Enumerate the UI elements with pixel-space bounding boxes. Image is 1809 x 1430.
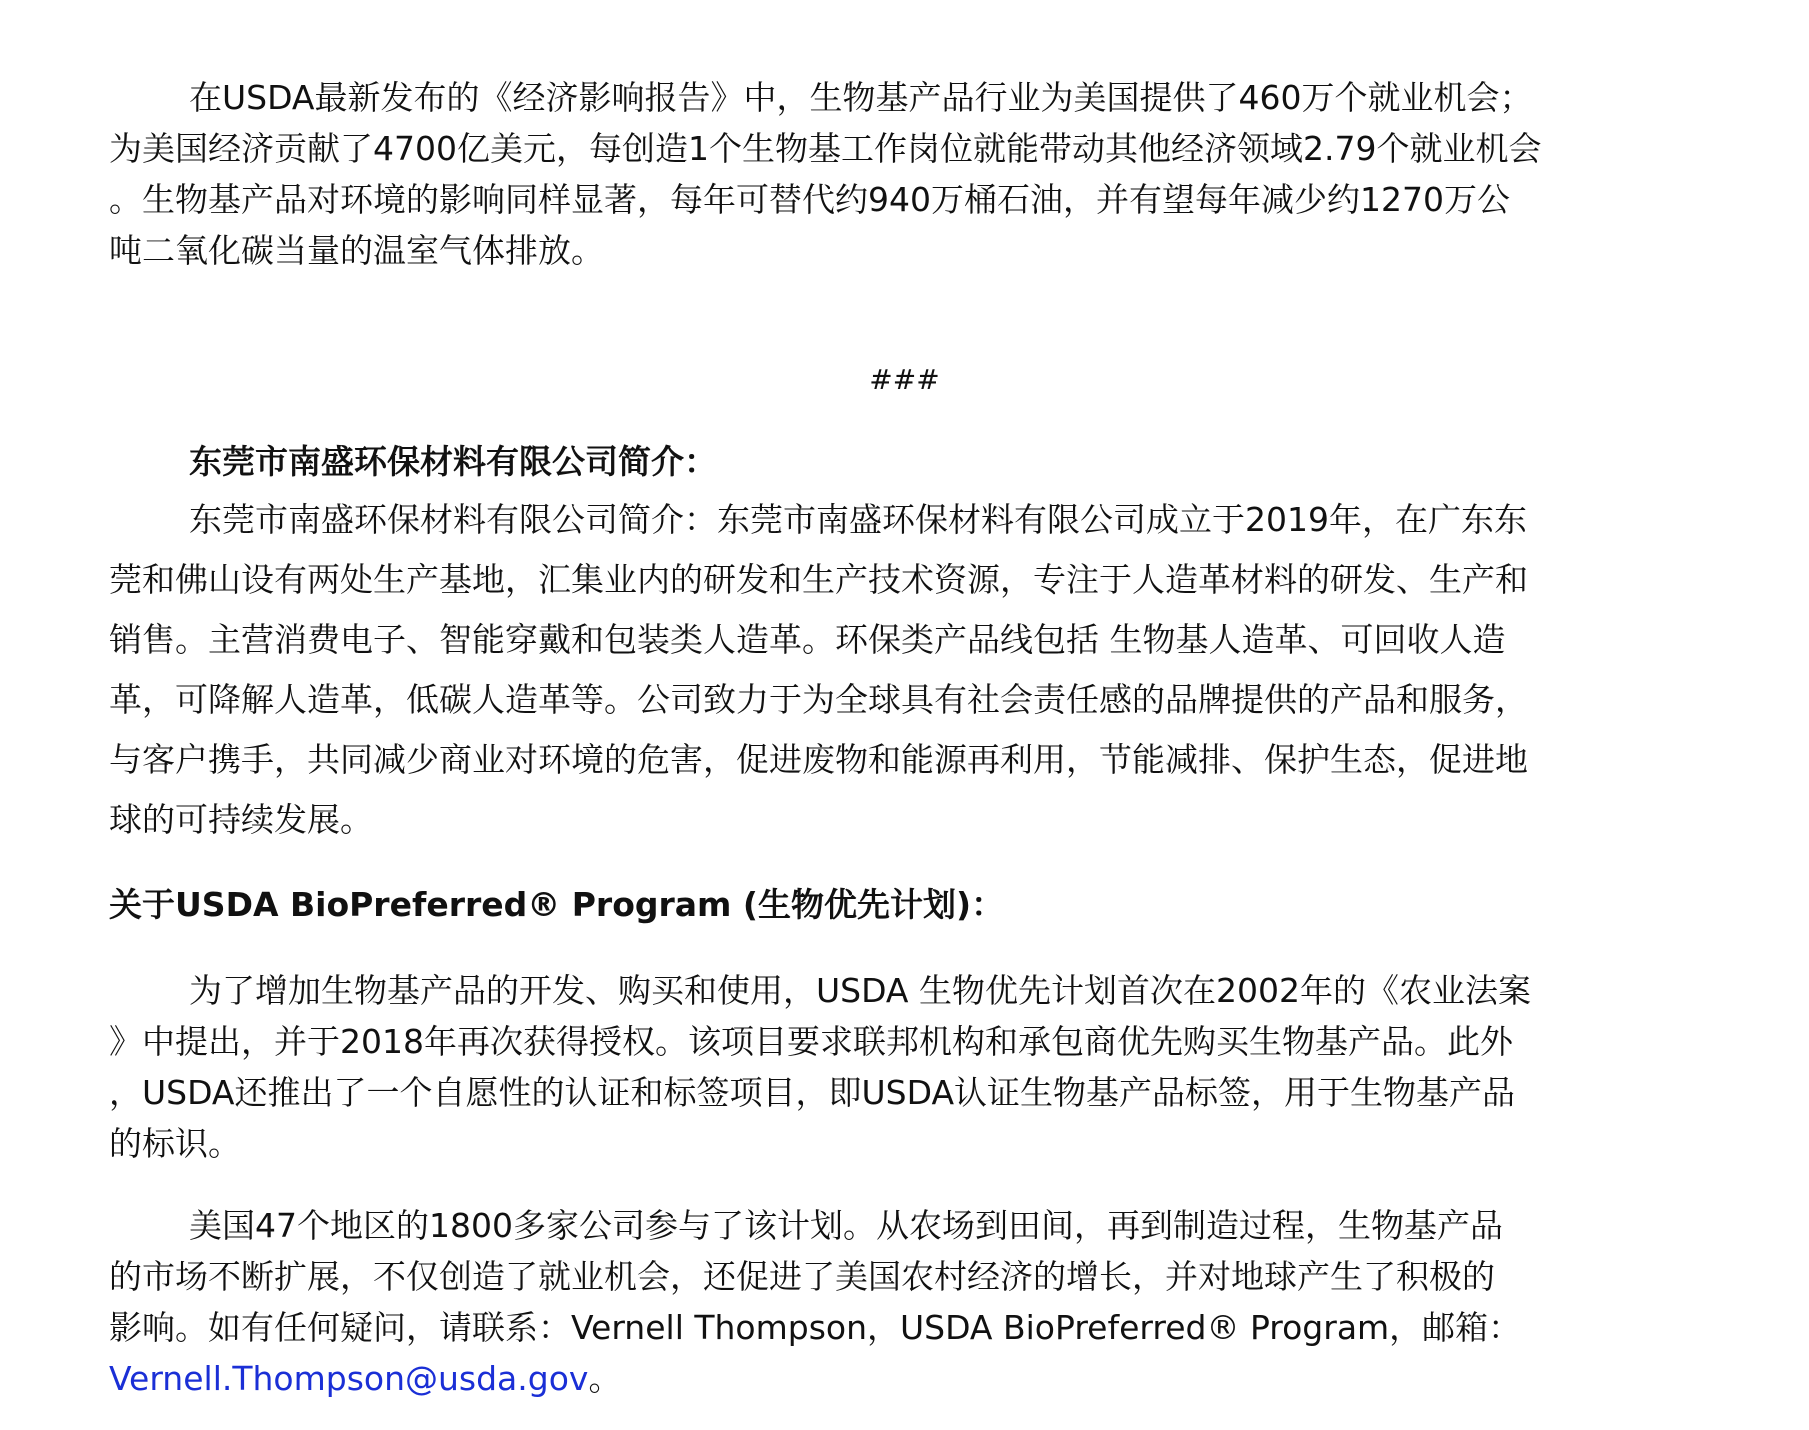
impact-paragraph [109,72,1699,276]
email-link[interactable]: Vernell.Thompson@usda.gov [109,1359,589,1398]
paragraph-line: 吨二氧化碳当量的温室气体排放。 [109,231,604,270]
paragraph-line: 在USDA最新发布的《经济影响报告》中，生物基产品行业为美国提供了460万个就业机会； [189,78,1533,117]
company-heading: 东莞市南盛环保材料有限公司简介： [189,442,717,481]
program-heading: 关于USDA BioPreferred® Program (生物优先计划)： [109,885,1005,924]
email-line [109,1353,1699,1404]
paragraph-line: 影响。如有任何疑问，请联系：Vernell Thompson，USDA BioPreferred® Program，邮箱： [109,1308,1522,1347]
paragraph-line: 美国47个地区的1800多家公司参与了该计划。从农场到田间，再到制造过程，生物基产品 [189,1206,1503,1245]
paragraph-line: 。生物基产品对环境的影响同样显著，每年可替代约940万桶石油，并有望每年减少约1270万公 [109,180,1510,219]
paragraph-line: 为了增加生物基产品的开发、购买和使用，USDA 生物优先计划首次在2002年的《农业法案 [189,971,1531,1010]
paragraph-line: 的标识。 [109,1124,241,1163]
paragraph-line: ，USDA还推出了一个自愿性的认证和标签项目，即USDA认证生物基产品标签，用于生物基产品 [109,1073,1516,1112]
program-heading-block [109,880,1699,930]
paragraph-line: 的市场不断扩展，不仅创造了就业机会，还促进了美国农村经济的增长，并对地球产生了积极的 [109,1257,1495,1296]
paragraph-line: 东莞市南盛环保材料有限公司简介：东莞市南盛环保材料有限公司成立于2019年，在广东东 [189,500,1527,539]
program-paragraph-2 [109,1200,1699,1404]
paragraph-line: 》中提出，并于2018年再次获得授权。该项目要求联邦机构和承包商优先购买生物基产品。此外 [109,1022,1513,1061]
program-paragraph-1 [109,965,1699,1169]
paragraph-line: 与客户携手，共同减少商业对环境的危害，促进废物和能源再利用，节能减排、保护生态，促进地 [109,740,1528,779]
company-paragraph [109,490,1699,850]
email-suffix: 。 [588,1359,622,1398]
paragraph-line: 销售。主营消费电子、智能穿戴和包装类人造革。环保类产品线包括 生物基人造革、可回收人造 [109,620,1506,659]
paragraph-line: 革，可降解人造革，低碳人造革等。公司致力于为全球具有社会责任感的品牌提供的产品和服务， [109,680,1528,719]
paragraph-line: 球的可持续发展。 [109,800,373,839]
section-separator: ### [869,363,940,396]
paragraph-line: 为美国经济贡献了4700亿美元，每创造1个生物基工作岗位就能带动其他经济领域2.79个就业机会 [109,129,1542,168]
paragraph-line: 莞和佛山设有两处生产基地，汇集业内的研发和生产技术资源，专注于人造革材料的研发、生产和 [109,560,1528,599]
company-heading-block [109,437,1699,487]
